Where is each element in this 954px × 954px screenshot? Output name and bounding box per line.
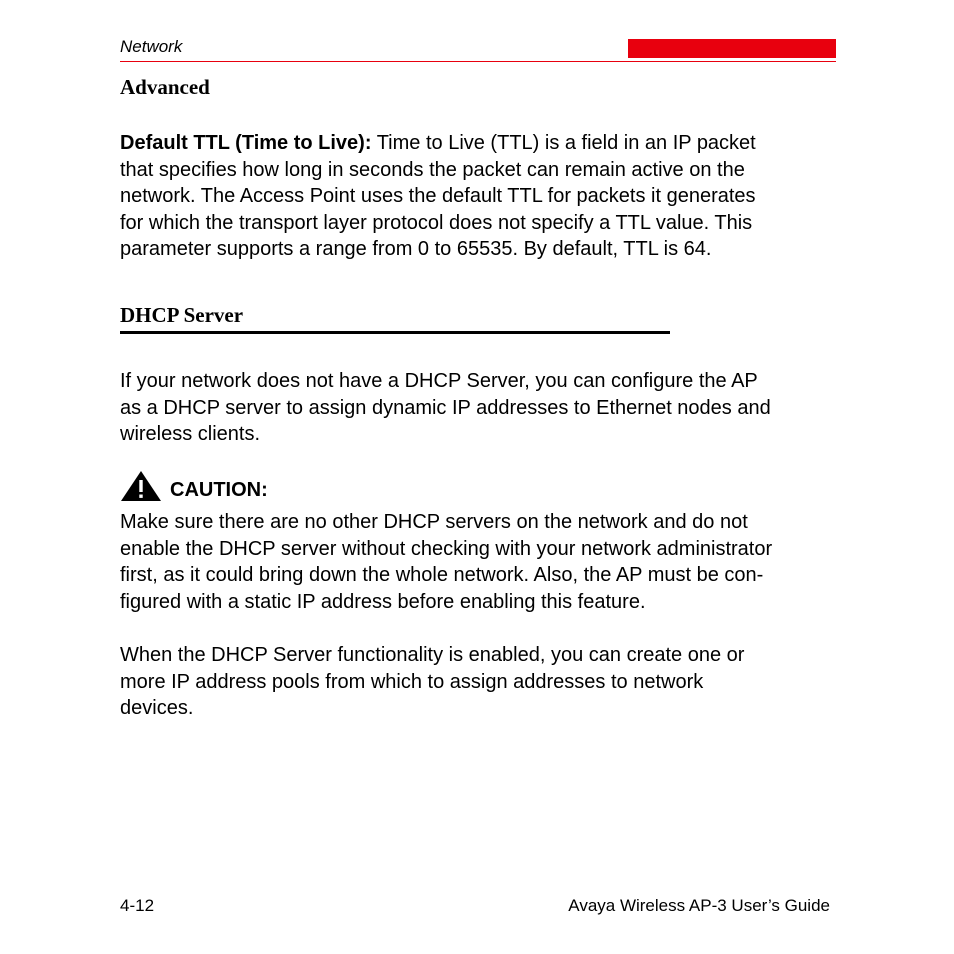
dhcp-server-heading: DHCP Server: [120, 303, 244, 327]
caution-line: first, as it could bring down the whole network. Also, the AP must be con-: [120, 564, 764, 586]
ip-pools-line: When the DHCP Server functionality is enabled, you can create one or: [120, 644, 745, 666]
caution-label: CAUTION:: [170, 479, 268, 501]
header-accent-bar: [628, 39, 836, 58]
caution-line: Make sure there are no other DHCP servers on the network and do not: [120, 511, 748, 533]
dhcp-intro-line: wireless clients.: [120, 423, 261, 445]
ip-pools-line: devices.: [120, 697, 194, 719]
ttl-term: Default TTL (Time to Live):: [120, 132, 372, 154]
ttl-line: that specifies how long in seconds the packet can remain active on the: [120, 158, 745, 181]
footer-guide-title: Avaya Wireless AP-3 User’s Guide: [568, 896, 830, 915]
caution-line: figured with a static IP address before enabling this feature.: [120, 590, 646, 613]
dhcp-intro-line: as a DHCP server to assign dynamic IP addresses to Ethernet nodes and: [120, 396, 771, 419]
ip-pools-paragraph: [120, 642, 836, 722]
ttl-definition-start: Time to Live (TTL) is a field in an IP packet: [371, 132, 756, 154]
ip-pools-line: more IP address pools from which to assign addresses to network: [120, 670, 704, 693]
header-rule: [120, 61, 836, 62]
warning-triangle-icon: [120, 470, 162, 502]
ttl-line-1: [120, 130, 836, 157]
caution-heading: [120, 468, 268, 502]
caution-line: enable the DHCP server without checking with your network administrator: [120, 537, 773, 560]
ttl-paragraph: [120, 130, 836, 263]
ttl-line: network. The Access Point uses the default TTL for packets it generates: [120, 185, 756, 207]
footer-page-number: 4-12: [120, 896, 155, 915]
caution-paragraph: [120, 509, 836, 615]
header-section-title: Network: [120, 37, 183, 56]
dhcp-intro-line: If your network does not have a DHCP Server, you can configure the AP: [120, 370, 758, 392]
dhcp-heading-rule: [120, 331, 670, 334]
ttl-line: for which the transport layer protocol does not specify a TTL value. This: [120, 211, 753, 234]
ttl-line: parameter supports a range from 0 to 65535. By default, TTL is 64.: [120, 238, 712, 260]
advanced-heading: Advanced: [120, 75, 210, 99]
dhcp-intro-paragraph: [120, 368, 836, 448]
